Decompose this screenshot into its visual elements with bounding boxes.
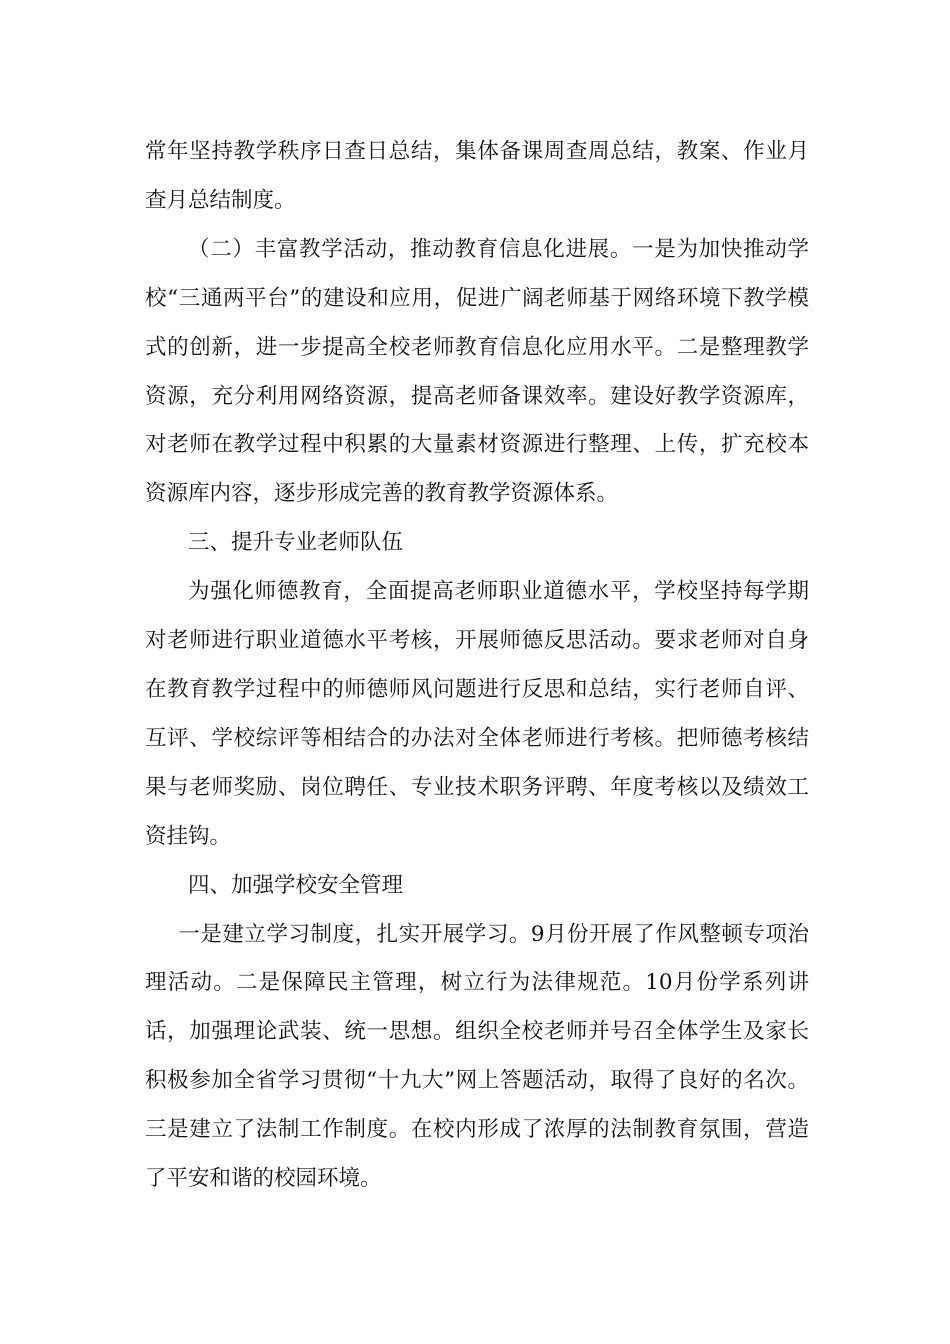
section-heading-safety: 四、加强学校安全管理	[188, 872, 404, 898]
section-heading-teachers: 三、提升专业老师队伍	[188, 530, 404, 556]
document-body	[145, 128, 809, 1204]
paragraph-safety-management: 一是建立学习制度，扎实开展学习。9月份开展了作风整顿专项治理活动。二是保障民主管理，树立行为法律规范。10月份学系列讲话，加强理论武装、统一思想。组织全校老师并号召全体学生及家长积极参加全省学习贯彻“十九大”网上答题活动，取得了良好的名次。三是建立了法制工作制度。在校内形成了浓厚的法制教育氛围，营造了平安和谐的校园环境。	[145, 921, 809, 1192]
paragraph-informatization: （二）丰富教学活动，推动教育信息化进展。一是为加快推动学校“三通两平台”的建设和应用，促进广阔老师基于网络环境下教学模式的创新，进一步提高全校老师教育信息化应用水平。二是整理教学资源，充分利用网络资源，提高老师备课效率。建设好教学资源库，对老师在教学过程中积累的大量素材资源进行整理、上传，扩充校本资源库内容，逐步形成完善的教育教学资源体系。	[145, 236, 809, 507]
paragraph-teacher-ethics: 为强化师德教育，全面提高老师职业道德水平，学校坚持每学期对老师进行职业道德水平考核，开展师德反思活动。要求老师对自身在教育教学过程中的师德师风问题进行反思和总结，实行老师自评、互评、学校综评等相结合的办法对全体老师进行考核。把师德考核结果与老师奖励、岗位聘任、专业技术职务评聘、年度考核以及绩效工资挂钩。	[145, 579, 809, 849]
paragraph-teaching-order: 常年坚持教学秩序日查日总结，集体备课周查周总结，教案、作业月查月总结制度。	[145, 139, 809, 213]
